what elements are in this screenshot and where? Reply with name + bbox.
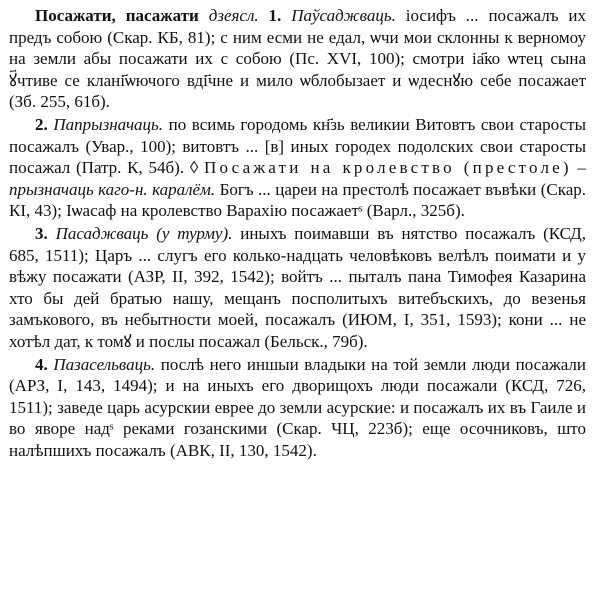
sense-3-paragraph (9, 223, 586, 353)
idiom-phrase: Посажати на кролевство (престоле) (204, 158, 572, 178)
sense-examples: іосифъ ... посажалъ их предъ собою (Скар. КБ, 81); с ним есми не едал, ѡчи мои склонны к верномоу на земли абы посажати их с собою (Пс. XVI, 100); смотри іа҃ко ѡтец сына ꙋ҃чтиве се клані҃ѡючого вді҃чне и мило ѡблобызает и ѡдеснꙋю себе посажает (Зб. 255, 61б). (9, 6, 587, 112)
sense-gloss: Пазасельваць. (53, 354, 156, 374)
sense-gloss: Паўсаджваць. (291, 6, 396, 25)
sense-examples: иныхъ поимавши въ нятство посажалъ (КСД, 685, 1511); Царъ ... слугъ его колько-надцать человѣковъ велѣлъ поимати и у вѣжу посажати (АЗР, II, 392, 1542); войтъ ... пыталъ пана Тимофея Казарина хто бы дей братью нашу, мещанъ посполитыхъ витебъскихъ, до везенья замъкового, въ небытности моей, посажалъ (ИЮМ, I, 351, 1593); кони ... не хотѣл дат, к томꙋ и послы посажал (Бельск., 79б). (9, 223, 587, 351)
sense-gloss: Пасаджваць (у турму). (55, 223, 233, 243)
sense-2-paragraph: 2. Папрызначаць. по всимь городомь кн҃зь великии Витовтъ свои старосты посажалъ (Увар., 100); витовтъ ... [в] иных городех подолских свои старосты посажал (Патр. К, 54б). ◊ Посажати на кролевство (престоле) – прызначаць каго-н. каралём. Богъ ... цареи на престолѣ посажает въвѣки (Скар. КІ, 43); Іѡасаф на кролевство Варахію посажаетˢ (Варл., 325б). (9, 114, 587, 221)
sense-gloss: Папрызначаць. (53, 114, 164, 134)
sense-number: 1. (268, 6, 282, 25)
sense-1-paragraph (9, 5, 586, 113)
sense-examples: послѣ него иншыи владыки на той земли люди посажали (АРЗ, I, 143, 1494); и на иныхъ его дворищохъ люди посажали (КСД, 726, 1511); заведе царь асурскии еврее до земли асурские: и посажалъ их въ Гаиле и во яворе надˢ реками гозанскими (Скар. ЧЦ, 223б); еще осочниковъ, што налѣпшихъ посажалъ (АВК, II, 130, 1542). (9, 354, 587, 460)
sense-number: 2. (35, 114, 48, 134)
sense-number: 3. (35, 223, 48, 243)
idiom-gloss: прызначаць каго-н. каралём. (9, 179, 216, 199)
sense-4-paragraph (9, 354, 586, 462)
sense-examples: по всимь городомь кн҃зь великии Витовтъ свои старосты посажалъ (Увар., 100); витовтъ ... [в] иных городех подолских свои старосты посажал (Патр. К, 54б). ◊ (9, 114, 586, 178)
grammar-label: дзеясл. (208, 6, 259, 25)
sense-number: 4. (35, 354, 48, 374)
idiom-examples: Богъ ... цареи на престолѣ посажает въвѣки (Скар. КІ, 43); Іѡасаф на кролевство Варахію посажаетˢ (Варл., 325б). (9, 179, 586, 221)
headword: Посажати, пасажати (35, 6, 199, 25)
